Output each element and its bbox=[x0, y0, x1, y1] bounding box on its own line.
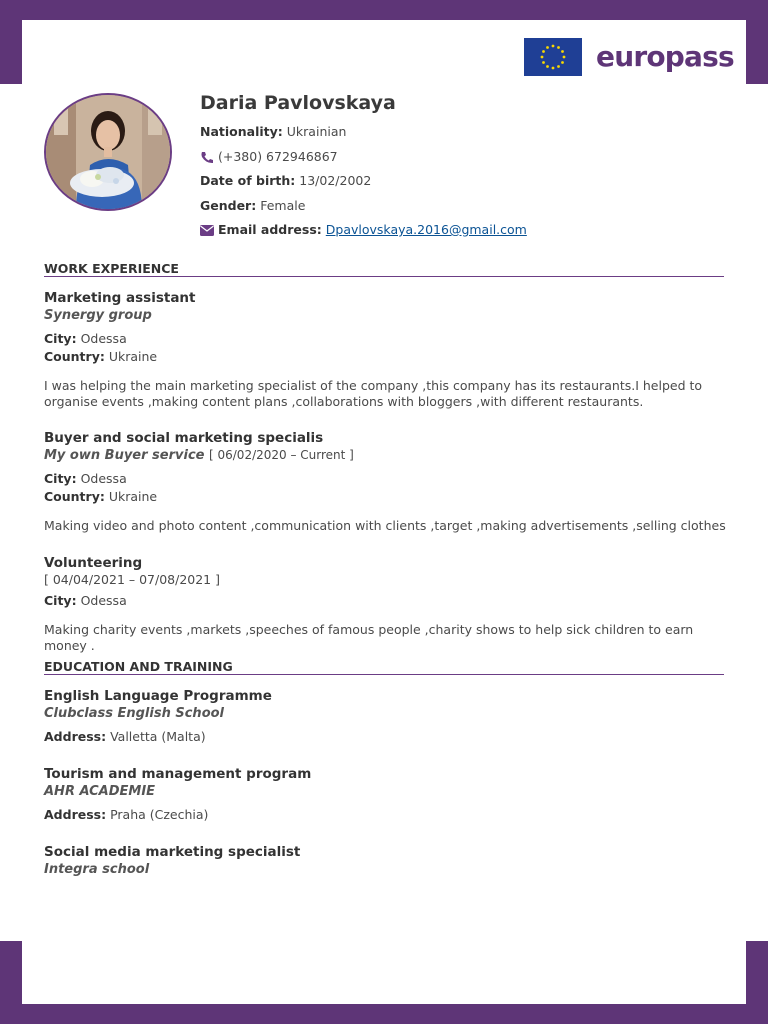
education-title: English Language Programme bbox=[44, 688, 272, 704]
job-city: City: Odessa bbox=[44, 471, 127, 486]
job-title: Marketing assistant bbox=[44, 290, 196, 306]
education-organization: Integra school bbox=[44, 862, 150, 877]
frame-top-bar bbox=[0, 0, 768, 20]
gender-label: Gender: bbox=[200, 198, 257, 213]
email-link[interactable]: Dpavlovskaya.2016@gmail.com bbox=[325, 222, 527, 237]
job-item bbox=[44, 555, 734, 653]
job-item bbox=[44, 290, 734, 409]
phone-row bbox=[200, 149, 338, 164]
avatar bbox=[44, 93, 172, 211]
job-city: City: Odessa bbox=[44, 331, 127, 346]
europass-logo-text: europass bbox=[596, 40, 734, 73]
email-row bbox=[200, 222, 527, 237]
job-description: Making charity events ,markets ,speeches of famous people ,charity shows to help sick children to earn money . bbox=[44, 622, 694, 653]
education-item bbox=[44, 688, 734, 746]
job-item bbox=[44, 430, 734, 534]
education-item bbox=[44, 844, 734, 878]
job-title: Buyer and social marketing specialis bbox=[44, 430, 324, 446]
education-organization: AHR ACADEMIE bbox=[44, 784, 156, 799]
education-heading: EDUCATION AND TRAINING bbox=[44, 659, 724, 675]
eu-flag-icon bbox=[524, 38, 582, 76]
job-description: I was helping the main marketing specialist of the company ,this company has its restaurants.I helped to organise events ,making content plans ,collaborations with bloggers ,with different restaurants. bbox=[44, 378, 703, 409]
dob-row bbox=[200, 173, 371, 188]
work-experience-heading: WORK EXPERIENCE bbox=[44, 261, 724, 277]
gender-value: Female bbox=[260, 198, 306, 213]
job-dates: [ 04/04/2021 – 07/08/2021 ] bbox=[44, 572, 220, 587]
gender-row bbox=[200, 198, 305, 213]
nationality-value: Ukrainian bbox=[286, 124, 347, 139]
job-organization: Synergy group bbox=[44, 308, 152, 323]
job-description: Making video and photo content ,communication with clients ,target ,making advertisements ,selling clothes bbox=[44, 518, 726, 533]
europass-logo bbox=[524, 38, 734, 76]
job-country: Country: Ukraine bbox=[44, 489, 158, 504]
education-title: Tourism and management program bbox=[44, 766, 312, 782]
education-title: Social media marketing specialist bbox=[44, 844, 301, 860]
nationality-row bbox=[200, 124, 346, 139]
education-organization: Clubclass English School bbox=[44, 706, 225, 721]
phone-icon bbox=[200, 151, 214, 163]
frame-right-top bbox=[746, 0, 768, 84]
email-label: Email address: bbox=[218, 222, 322, 237]
frame-bottom-bar bbox=[0, 1004, 768, 1024]
nationality-label: Nationality: bbox=[200, 124, 283, 139]
job-city: City: Odessa bbox=[44, 593, 127, 608]
dob-label: Date of birth: bbox=[200, 173, 296, 188]
envelope-icon bbox=[200, 224, 214, 236]
dob-value: 13/02/2002 bbox=[299, 173, 372, 188]
education-address: Address: Valletta (Malta) bbox=[44, 729, 206, 744]
job-country: Country: Ukraine bbox=[44, 349, 158, 364]
job-dates: [ 06/02/2020 – Current ] bbox=[209, 448, 354, 462]
job-title: Volunteering bbox=[44, 555, 143, 571]
job-organization: My own Buyer service [ 06/02/2020 – Current ] bbox=[44, 448, 354, 463]
frame-left-top bbox=[0, 0, 22, 84]
education-address: Address: Praha (Czechia) bbox=[44, 807, 209, 822]
person-name: Daria Pavlovskaya bbox=[200, 92, 396, 114]
education-item bbox=[44, 766, 734, 824]
phone-value: (+380) 672946867 bbox=[218, 149, 338, 164]
